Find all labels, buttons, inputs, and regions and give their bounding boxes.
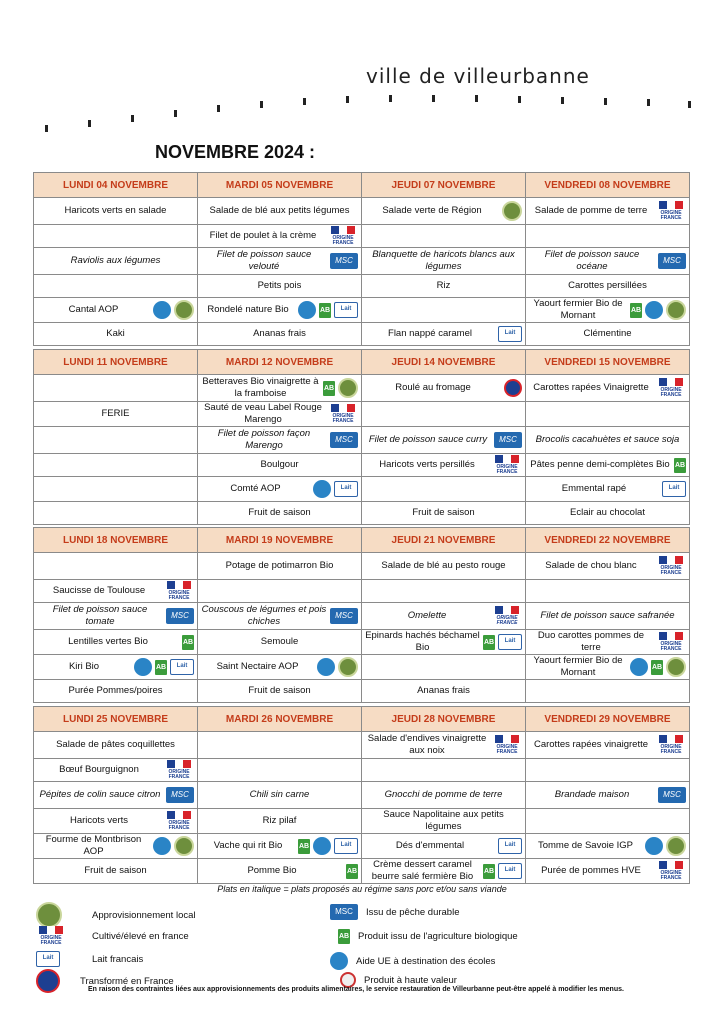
ab-bio-icon: AB [346, 864, 358, 879]
lait-icon: Lait [36, 951, 60, 967]
menu-cell [198, 248, 362, 275]
dish-name: Salade de pomme de terre [534, 205, 648, 216]
menu-cell [362, 402, 526, 427]
eu-school-icon [645, 301, 663, 319]
menu-cell [34, 834, 198, 859]
msc-fish-icon: MSC [330, 608, 358, 624]
lait-icon: Lait [498, 838, 522, 854]
menu-cell [34, 859, 198, 884]
menu-cell [526, 630, 690, 655]
origine-france-icon: ORIGINE FRANCE [656, 861, 686, 881]
lait-icon: Lait [334, 302, 358, 318]
dish-name: Petits pois [257, 280, 302, 291]
ab-bio-icon: AB [651, 660, 663, 675]
dish-name: Dés d'emmental [395, 840, 465, 851]
transforme-france-icon [36, 969, 60, 993]
dish-name: Pâtes penne demi-complètes Bio [530, 459, 670, 470]
menu-cell [362, 859, 526, 884]
legend-msc: MSC Issu de pêche durable [330, 904, 459, 920]
ab-bio-icon: AB [319, 303, 331, 318]
menu-cell [198, 477, 362, 502]
origine-france-icon: ORIGINE FRANCE [328, 226, 358, 246]
dish-name: Filet de poisson façon Marengo [217, 428, 311, 451]
origine-france-icon: ORIGINE FRANCE [328, 404, 358, 424]
local-supply-icon [174, 836, 194, 856]
transforme-france-icon [504, 379, 522, 397]
dish-name: Pépites de colin sauce citron [39, 789, 161, 800]
origine-france-icon: ORIGINE FRANCE [492, 735, 522, 755]
menu-cell [526, 375, 690, 402]
table-row [34, 298, 690, 323]
table-row [34, 603, 690, 630]
menu-cell [34, 502, 198, 525]
day-header: LUNDI 18 NOVEMBRE [34, 528, 198, 553]
menu-cell [198, 732, 362, 759]
menu-cell [362, 630, 526, 655]
menu-cell [198, 553, 362, 580]
origine-france-icon: ORIGINE FRANCE [492, 606, 522, 626]
day-header: MARDI 19 NOVEMBRE [198, 528, 362, 553]
dish-name: Clémentine [583, 328, 632, 339]
dish-name: Chili sin carne [249, 789, 310, 800]
table-row [34, 454, 690, 477]
table-row [34, 248, 690, 275]
dish-name: Cantal AOP [68, 304, 119, 315]
dish-name: Lentilles vertes Bio [68, 636, 148, 647]
menu-cell [34, 782, 198, 809]
menu-cell [526, 298, 690, 323]
local-supply-icon [338, 657, 358, 677]
dish-name: Yaourt fermier Bio de Mornant [533, 298, 623, 321]
menu-cell [34, 655, 198, 680]
ab-bio-icon: AB [298, 839, 310, 854]
menu-cell [34, 454, 198, 477]
ab-bio-icon: AB [483, 864, 495, 879]
footer-disclaimer: En raison des contraintes liées aux approvisionnements des produits alimentaires, le service restauration de Villeurbanne peut-être appelé à modifier les menus. [88, 986, 624, 993]
lait-icon: Lait [334, 481, 358, 497]
local-supply-icon [338, 378, 358, 398]
menu-cell [198, 502, 362, 525]
dish-name: Haricots verts [69, 815, 129, 826]
table-row [34, 809, 690, 834]
dish-name: Salade de blé aux petits légumes [209, 205, 350, 216]
local-supply-icon [502, 201, 522, 221]
dish-name: Kaki [106, 328, 125, 339]
dish-name: FERIE [101, 408, 130, 419]
local-supply-icon [174, 300, 194, 320]
dish-name: Fourme de Montbrison AOP [45, 834, 142, 857]
msc-fish-icon: MSC [494, 432, 522, 448]
dish-name: Saucisse de Toulouse [52, 585, 146, 596]
local-supply-icon [666, 836, 686, 856]
menu-cell [362, 298, 526, 323]
decorative-ticks [40, 95, 700, 135]
menu-cell [362, 732, 526, 759]
lait-icon: Lait [662, 481, 686, 497]
dish-name: Potage de potimarron Bio [225, 560, 334, 571]
day-header: MARDI 05 NOVEMBRE [198, 173, 362, 198]
menu-cell [362, 680, 526, 703]
dish-name: Filet de poisson sauce safranée [540, 610, 675, 621]
day-header: VENDREDI 08 NOVEMBRE [526, 173, 690, 198]
menu-cell [526, 502, 690, 525]
dish-name: Ananas frais [253, 328, 306, 339]
dish-name: Gnocchi de pomme de terre [384, 789, 503, 800]
origine-france-icon: ORIGINE FRANCE [656, 632, 686, 652]
dish-name: Haricots verts en salade [64, 205, 167, 216]
menu-week-4 [33, 706, 690, 884]
dish-name: Carottes rapées Vinaigrette [533, 382, 649, 393]
msc-fish-icon: MSC [166, 787, 194, 803]
day-header: JEUDI 07 NOVEMBRE [362, 173, 526, 198]
dish-name: Yaourt fermier Bio de Mornant [533, 655, 623, 678]
table-row [34, 553, 690, 580]
menu-cell [526, 198, 690, 225]
table-row [34, 630, 690, 655]
menu-cell [526, 782, 690, 809]
menu-cell [526, 834, 690, 859]
lait-icon: Lait [498, 634, 522, 650]
table-row [34, 859, 690, 884]
dish-name: Brandade maison [554, 789, 630, 800]
menu-cell [34, 198, 198, 225]
day-header: VENDREDI 15 NOVEMBRE [526, 350, 690, 375]
menu-cell [198, 427, 362, 454]
menu-cell [198, 859, 362, 884]
msc-fish-icon: MSC [658, 787, 686, 803]
table-row [34, 402, 690, 427]
msc-fish-icon: MSC [330, 904, 358, 920]
menu-cell [362, 553, 526, 580]
legend-lait: Lait Lait francais [36, 951, 143, 967]
menu-cell [34, 477, 198, 502]
eu-school-icon [153, 837, 171, 855]
dish-name: Comté AOP [230, 483, 281, 494]
legend-ue: Aide UE à destination des écoles [330, 952, 495, 970]
ab-bio-icon: AB [155, 660, 167, 675]
dish-name: Filet de poisson sauce océane [544, 249, 640, 272]
eu-school-icon [134, 658, 152, 676]
dish-name: Fruit de saison [84, 865, 147, 876]
table-row [34, 323, 690, 346]
menu-cell [362, 580, 526, 603]
table-row [34, 580, 690, 603]
menu-cell [198, 759, 362, 782]
menu-cell [526, 732, 690, 759]
dish-name: Emmental rapé [561, 483, 627, 494]
menu-cell [34, 553, 198, 580]
local-supply-icon [36, 902, 62, 928]
menu-cell [34, 402, 198, 427]
menu-cell [362, 655, 526, 680]
menu-cell [526, 680, 690, 703]
origine-france-icon: ORIGINE FRANCE [656, 378, 686, 398]
city-logo: ville de villeurbanne [366, 64, 590, 88]
menu-cell [198, 630, 362, 655]
dish-name: Pomme Bio [247, 865, 297, 876]
menu-cell [34, 603, 198, 630]
menu-cell [362, 427, 526, 454]
ab-bio-icon: AB [323, 381, 335, 396]
menu-cell [34, 427, 198, 454]
menu-cell [34, 680, 198, 703]
menu-cell [198, 782, 362, 809]
menu-cell [526, 275, 690, 298]
table-row [34, 502, 690, 525]
msc-fish-icon: MSC [330, 432, 358, 448]
menu-cell [526, 859, 690, 884]
dish-name: Kiri Bio [68, 661, 100, 672]
dish-name: Carottes rapées vinaigrette [533, 739, 649, 750]
menu-cell [34, 225, 198, 248]
day-header: LUNDI 25 NOVEMBRE [34, 707, 198, 732]
dish-name: Salade de pâtes coquillettes [56, 739, 175, 750]
menu-cell [526, 759, 690, 782]
ab-bio-icon: AB [483, 635, 495, 650]
origine-france-icon: ORIGINE FRANCE [164, 811, 194, 831]
dish-name: Filet de poisson sauce curry [368, 434, 488, 445]
dish-name: Purée Pommes/poires [68, 685, 163, 696]
menu-cell [34, 580, 198, 603]
dish-name: Salade de blé au pesto rouge [381, 560, 506, 571]
menu-cell [34, 630, 198, 655]
menu-cell [34, 248, 198, 275]
dish-name: Blanquette de haricots blancs aux légumes [372, 249, 515, 272]
dish-name: Crème dessert caramel beurre salé fermière Bio [371, 859, 474, 882]
ab-bio-icon: AB [338, 929, 350, 944]
eu-school-icon [630, 658, 648, 676]
table-row [34, 655, 690, 680]
menu-cell [526, 248, 690, 275]
dish-name: Semoule [260, 636, 299, 647]
legend-france: ORIGINE FRANCE Cultivé/élevé en france [36, 926, 189, 946]
table-row [34, 198, 690, 225]
menu-cell [526, 477, 690, 502]
dish-name: Filet de poisson sauce velouté [216, 249, 312, 272]
dish-name: Epinards hachés béchamel Bio [365, 630, 480, 653]
menu-cell [362, 323, 526, 346]
dish-name: Rondelé nature Bio [207, 304, 289, 315]
table-row [34, 375, 690, 402]
menu-cell [198, 454, 362, 477]
dish-name: Saint Nectaire AOP [216, 661, 299, 672]
menu-cell [34, 298, 198, 323]
eu-school-icon [313, 480, 331, 498]
dish-name: Sauce Napolitaine aux petits légumes [383, 809, 504, 832]
eu-school-icon [317, 658, 335, 676]
ab-bio-icon: AB [630, 303, 642, 318]
menu-cell [362, 809, 526, 834]
day-header: JEUDI 21 NOVEMBRE [362, 528, 526, 553]
menu-cell [198, 402, 362, 427]
menu-cell [362, 477, 526, 502]
menu-cell [34, 323, 198, 346]
local-supply-icon [666, 657, 686, 677]
table-row [34, 782, 690, 809]
menu-cell [198, 225, 362, 248]
eu-school-icon [313, 837, 331, 855]
dish-name: Riz pilaf [262, 815, 297, 826]
menu-week-3 [33, 527, 690, 703]
dish-name: Roulé au fromage [395, 382, 471, 393]
menu-cell [362, 375, 526, 402]
table-row [34, 275, 690, 298]
origine-france-icon: ORIGINE FRANCE [656, 201, 686, 221]
legend-local: Approvisionnement local [36, 902, 196, 928]
menu-cell [526, 553, 690, 580]
dish-name: Carottes persillées [568, 280, 647, 291]
day-header: VENDREDI 29 NOVEMBRE [526, 707, 690, 732]
menu-cell [198, 680, 362, 703]
menu-cell [34, 375, 198, 402]
menu-cell [198, 198, 362, 225]
dish-name: Riz [436, 280, 451, 291]
day-header: LUNDI 11 NOVEMBRE [34, 350, 198, 375]
dish-name: Couscous de légumes et pois chiches [201, 604, 327, 627]
menu-cell [526, 402, 690, 427]
day-header: MARDI 12 NOVEMBRE [198, 350, 362, 375]
menu-cell [198, 603, 362, 630]
dish-name: Vache qui rit Bio [213, 840, 283, 851]
msc-fish-icon: MSC [330, 253, 358, 269]
dish-name: Filet de poulet à la crème [209, 230, 317, 241]
menu-cell [34, 732, 198, 759]
menu-week-2 [33, 349, 690, 525]
dish-name: Fruit de saison [248, 507, 311, 518]
table-row [34, 732, 690, 759]
menu-cell [198, 809, 362, 834]
menu-cell [362, 454, 526, 477]
menu-cell [198, 275, 362, 298]
day-header: MARDI 26 NOVEMBRE [198, 707, 362, 732]
dish-name: Sauté de veau Label Rouge Marengo [204, 402, 322, 425]
day-header: VENDREDI 22 NOVEMBRE [526, 528, 690, 553]
dish-name: Brocolis cacahuètes et sauce soja [535, 434, 680, 445]
table-row [34, 477, 690, 502]
lait-icon: Lait [498, 863, 522, 879]
origine-france-icon: ORIGINE FRANCE [164, 760, 194, 780]
dish-name: Tomme de Savoie IGP [537, 840, 634, 851]
dish-name: Purée de pommes HVE [541, 865, 641, 876]
legend-bio: AB Produit issu de l'agriculture biologique [338, 931, 518, 942]
legend-transforme: Transformé en France [36, 969, 174, 993]
ab-bio-icon: AB [674, 458, 686, 473]
menu-cell [362, 782, 526, 809]
eu-school-icon [330, 952, 348, 970]
menu-cell [362, 603, 526, 630]
lait-icon: Lait [498, 326, 522, 342]
menu-cell [362, 275, 526, 298]
origine-france-icon: ORIGINE FRANCE [656, 556, 686, 576]
menu-cell [198, 323, 362, 346]
dish-name: Flan nappé caramel [388, 328, 472, 339]
menu-cell [34, 275, 198, 298]
dish-name: Ananas frais [417, 685, 470, 696]
menu-cell [526, 809, 690, 834]
menu-cell [526, 603, 690, 630]
eu-school-icon [298, 301, 316, 319]
table-row [34, 225, 690, 248]
origine-france-icon: ORIGINE FRANCE [36, 926, 66, 946]
dish-name: Duo carottes pommes de terre [537, 630, 645, 653]
ab-bio-icon: AB [182, 635, 194, 650]
menu-cell [526, 454, 690, 477]
dish-name: Bœuf Bourguignon [59, 764, 139, 775]
menu-cell [198, 580, 362, 603]
menu-cell [526, 427, 690, 454]
page-title: NOVEMBRE 2024 : [155, 142, 316, 162]
eu-school-icon [645, 837, 663, 855]
menu-cell [526, 225, 690, 248]
table-row [34, 427, 690, 454]
dish-name: Eclair au chocolat [570, 507, 645, 518]
menu-cell [526, 323, 690, 346]
menu-cell [362, 759, 526, 782]
menu-cell [362, 225, 526, 248]
menu-cell [198, 298, 362, 323]
day-header: LUNDI 04 NOVEMBRE [34, 173, 198, 198]
origine-france-icon: ORIGINE FRANCE [656, 735, 686, 755]
msc-fish-icon: MSC [166, 608, 194, 624]
menu-cell [362, 502, 526, 525]
lait-icon: Lait [334, 838, 358, 854]
table-row [34, 680, 690, 703]
local-supply-icon [666, 300, 686, 320]
origine-france-icon: ORIGINE FRANCE [492, 455, 522, 475]
dish-name: Salade verte de Région [382, 205, 482, 216]
table-row [34, 834, 690, 859]
menu-cell [198, 655, 362, 680]
menu-cell [526, 580, 690, 603]
origine-france-icon: ORIGINE FRANCE [164, 581, 194, 601]
day-header: JEUDI 28 NOVEMBRE [362, 707, 526, 732]
day-header: JEUDI 14 NOVEMBRE [362, 350, 526, 375]
legend-hve: Produit à haute valeur [340, 972, 457, 988]
dish-name: Omelette [407, 610, 447, 621]
menu-cell [34, 809, 198, 834]
dish-name: Boulgour [260, 459, 299, 470]
lait-icon: Lait [170, 659, 194, 675]
dish-name: Raviolis aux légumes [70, 255, 161, 266]
menu-week-1 [33, 172, 690, 346]
dish-name: Salade de chou blanc [545, 560, 637, 571]
italic-note: Plats en italique = plats proposés au régime sans porc et/ou sans viande [217, 884, 507, 894]
menu-cell [198, 375, 362, 402]
dish-name: Fruit de saison [248, 685, 311, 696]
eu-school-icon [153, 301, 171, 319]
menu-cell [362, 198, 526, 225]
dish-name: Haricots verts persillés [379, 459, 475, 470]
dish-name: Betteraves Bio vinaigrette à la framboise [202, 376, 319, 399]
table-row [34, 759, 690, 782]
msc-fish-icon: MSC [658, 253, 686, 269]
menu-cell [198, 834, 362, 859]
menu-cell [34, 759, 198, 782]
menu-cell [526, 655, 690, 680]
menu-cell [362, 834, 526, 859]
dish-name: Filet de poisson sauce tomate [52, 604, 148, 627]
menu-cell [362, 248, 526, 275]
dish-name: Salade d'endives vinaigrette aux noix [367, 733, 487, 756]
dish-name: Fruit de saison [412, 507, 475, 518]
